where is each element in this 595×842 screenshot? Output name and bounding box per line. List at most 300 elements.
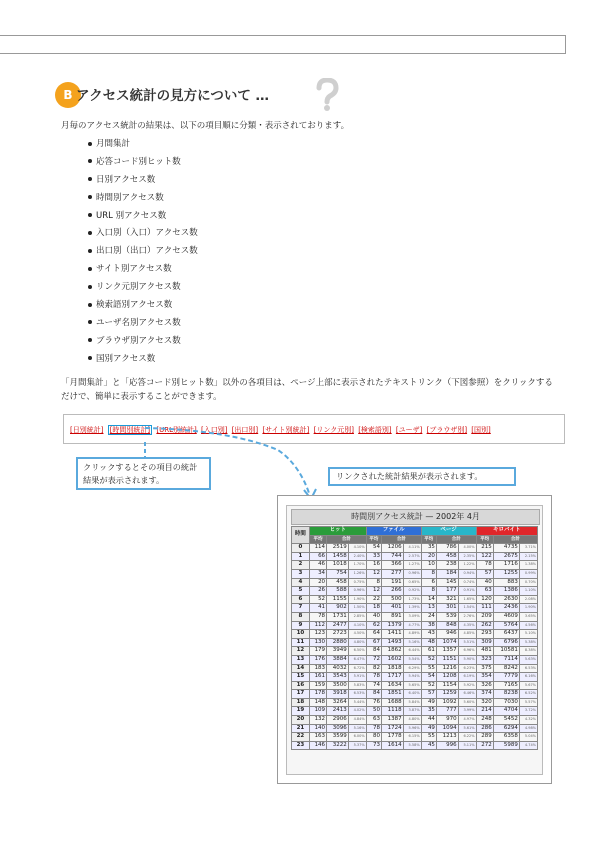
- hour-cell: 17: [292, 690, 310, 699]
- table-cell: 6.53%: [519, 664, 537, 673]
- link-search[interactable]: [検索語別]: [358, 426, 392, 434]
- table-cell: 184: [436, 569, 458, 578]
- table-cell: 1255: [493, 569, 519, 578]
- table-cell: 74: [366, 681, 381, 690]
- table-cell: 55: [421, 733, 436, 742]
- hour-cell: 21: [292, 724, 310, 733]
- table-row: [292, 698, 538, 707]
- table-cell: 6.16%: [519, 673, 537, 682]
- group-file: ファイル: [366, 527, 421, 536]
- table-cell: 3918: [327, 690, 349, 699]
- table-cell: 57: [476, 569, 493, 578]
- table-cell: 0.96%: [403, 569, 421, 578]
- table-cell: 63: [366, 716, 381, 725]
- hour-cell: 23: [292, 741, 310, 750]
- hour-cell: 13: [292, 655, 310, 664]
- table-cell: 4735: [493, 544, 519, 553]
- table-cell: 13: [421, 604, 436, 613]
- table-cell: 6.19%: [458, 673, 476, 682]
- sub-header: 平均: [309, 535, 326, 544]
- list-item: サイト別アクセス数: [88, 261, 198, 279]
- hour-cell: 20: [292, 716, 310, 725]
- table-cell: 3884: [327, 655, 349, 664]
- hour-cell: 14: [292, 664, 310, 673]
- table-cell: 366: [382, 561, 404, 570]
- table-cell: 10: [421, 561, 436, 570]
- table-cell: 6.29%: [403, 664, 421, 673]
- link-daily[interactable]: [日別統計]: [70, 426, 104, 434]
- table-cell: 8238: [493, 690, 519, 699]
- table-cell: 5.96%: [403, 724, 421, 733]
- table-cell: 301: [436, 604, 458, 613]
- explanation-paragraph: 「月間集計」と「応答コード別ヒット数」以外の各項目は、ページ上部に表示されたテキストリンク（下図参照）をクリックするだけで、簡単に表示することができます。: [61, 378, 553, 402]
- table-cell: 2.85%: [348, 612, 366, 621]
- table-cell: 4.02%: [348, 707, 366, 716]
- hour-cell: 6: [292, 595, 310, 604]
- table-cell: 5.83%: [348, 681, 366, 690]
- table-cell: 238: [436, 561, 458, 570]
- table-cell: 34: [309, 569, 326, 578]
- table-cell: 1717: [382, 673, 404, 682]
- table-cell: 2723: [327, 630, 349, 639]
- table-cell: 40: [476, 578, 493, 587]
- table-cell: 161: [309, 673, 326, 682]
- table-cell: 35: [421, 544, 436, 553]
- table-cell: 4.10%: [348, 544, 366, 553]
- table-cell: 1.38%: [519, 561, 537, 570]
- table-cell: 3264: [327, 698, 349, 707]
- table-cell: 6.52%: [519, 690, 537, 699]
- table-cell: 146: [309, 741, 326, 750]
- table-cell: 73: [366, 741, 381, 750]
- table-cell: 1731: [327, 612, 349, 621]
- list-item: ユーザ名別アクセス数: [88, 315, 198, 333]
- table-cell: 4.11%: [403, 544, 421, 553]
- table-cell: 2.08%: [519, 595, 537, 604]
- table-cell: 539: [436, 612, 458, 621]
- table-cell: 266: [382, 587, 404, 596]
- result-callout: リンクされた統計結果が表示されます。: [328, 467, 516, 486]
- table-cell: 1.90%: [519, 604, 537, 613]
- table-cell: 5.11%: [458, 741, 476, 750]
- table-cell: 33: [366, 552, 381, 561]
- table-cell: 1.27%: [403, 561, 421, 570]
- table-cell: 132: [309, 716, 326, 725]
- bullet-icon: [88, 249, 92, 253]
- table-cell: 122: [476, 552, 493, 561]
- table-cell: 970: [436, 716, 458, 725]
- question-mark-icon: [312, 78, 342, 112]
- link-country[interactable]: [国別]: [471, 426, 491, 434]
- table-cell: 6.50%: [348, 647, 366, 656]
- table-cell: 5.65%: [403, 681, 421, 690]
- table-cell: 588: [327, 587, 349, 596]
- table-row: [292, 673, 538, 682]
- table-cell: 78: [309, 612, 326, 621]
- table-cell: 4.32%: [519, 716, 537, 725]
- table-cell: 5.60%: [458, 698, 476, 707]
- click-callout: クリックするとその項目の統計結果が表示されます。: [76, 457, 211, 490]
- list-item: リンク元別アクセス数: [88, 279, 198, 297]
- table-cell: 1155: [327, 595, 349, 604]
- table-cell: 5.04%: [519, 733, 537, 742]
- table-cell: 35: [421, 707, 436, 716]
- table-cell: 44: [421, 716, 436, 725]
- table-cell: 183: [309, 664, 326, 673]
- table-row: [292, 552, 538, 561]
- link-user[interactable]: [ユーザ]: [395, 426, 423, 434]
- link-exit[interactable]: [出口別]: [231, 426, 259, 434]
- hour-cell: 4: [292, 578, 310, 587]
- table-cell: 4.74%: [519, 741, 537, 750]
- table-cell: 3.65%: [519, 612, 537, 621]
- table-cell: 401: [382, 604, 404, 613]
- table-cell: 7779: [493, 673, 519, 682]
- table-cell: 6.15%: [403, 733, 421, 742]
- table-cell: 130: [309, 638, 326, 647]
- table-cell: 286: [476, 724, 493, 733]
- table-cell: 4.56%: [519, 621, 537, 630]
- table-cell: 2.57%: [403, 552, 421, 561]
- table-cell: 2675: [493, 552, 519, 561]
- table-cell: 248: [476, 716, 493, 725]
- table-cell: 112: [309, 621, 326, 630]
- top-frame-bar: [0, 35, 566, 54]
- list-item: 検索語別アクセス数: [88, 297, 198, 315]
- hour-cell: 9: [292, 621, 310, 630]
- list-item: ブラウザ別アクセス数: [88, 333, 198, 351]
- table-cell: 5.16%: [348, 724, 366, 733]
- table-cell: 5.57%: [519, 698, 537, 707]
- table-cell: 5.16%: [403, 638, 421, 647]
- table-cell: 1411: [382, 630, 404, 639]
- group-kb: キロバイト: [476, 527, 537, 536]
- stats-title: 時間別アクセス統計 — 2002年 4月: [291, 509, 540, 525]
- table-row: [292, 664, 538, 673]
- table-cell: 4.50%: [348, 630, 366, 639]
- table-cell: 24: [421, 612, 436, 621]
- table-cell: 2.76%: [458, 612, 476, 621]
- table-cell: 6.47%: [348, 655, 366, 664]
- table-cell: 2630: [493, 595, 519, 604]
- table-cell: 8: [366, 578, 381, 587]
- table-cell: 67: [366, 638, 381, 647]
- table-cell: 114: [309, 544, 326, 553]
- table-cell: 1.54%: [458, 604, 476, 613]
- table-cell: 786: [436, 544, 458, 553]
- table-cell: 4.80%: [403, 716, 421, 725]
- table-cell: 1.73%: [403, 595, 421, 604]
- hour-header: 時間: [292, 527, 310, 544]
- table-cell: 1688: [382, 698, 404, 707]
- table-cell: 289: [476, 733, 493, 742]
- table-cell: 1724: [382, 724, 404, 733]
- table-cell: 5.63%: [519, 655, 537, 664]
- table-cell: 1458: [327, 552, 349, 561]
- table-cell: 82: [366, 664, 381, 673]
- bullet-icon: [88, 303, 92, 307]
- table-cell: 4.98%: [519, 724, 537, 733]
- hour-cell: 2: [292, 561, 310, 570]
- hour-cell: 5: [292, 587, 310, 596]
- table-cell: 1.65%: [458, 595, 476, 604]
- table-cell: 64: [366, 630, 381, 639]
- table-cell: 66: [309, 552, 326, 561]
- table-cell: 50: [366, 707, 381, 716]
- table-cell: 1.70%: [348, 561, 366, 570]
- sub-header: 合計: [382, 535, 422, 544]
- table-cell: 1216: [436, 664, 458, 673]
- table-cell: 2436: [493, 604, 519, 613]
- table-cell: 326: [476, 681, 493, 690]
- table-cell: 6: [421, 578, 436, 587]
- table-cell: 57: [421, 690, 436, 699]
- hour-cell: 10: [292, 630, 310, 639]
- link-site[interactable]: [サイト別統計]: [262, 426, 310, 434]
- table-cell: 3543: [327, 673, 349, 682]
- table-cell: 8242: [493, 664, 519, 673]
- table-cell: 54: [421, 673, 436, 682]
- sub-header: 平均: [366, 535, 381, 544]
- link-entry[interactable]: [入口別]: [201, 426, 228, 434]
- table-cell: 179: [309, 647, 326, 656]
- table-row: [292, 569, 538, 578]
- table-cell: 293: [476, 630, 493, 639]
- hour-cell: 19: [292, 707, 310, 716]
- table-cell: 3.09%: [403, 612, 421, 621]
- hour-cell: 11: [292, 638, 310, 647]
- table-cell: 0.75%: [348, 578, 366, 587]
- table-cell: 148: [309, 698, 326, 707]
- table-cell: 49: [421, 724, 436, 733]
- table-cell: 62: [366, 621, 381, 630]
- link-url[interactable]: [URL別統計]: [156, 426, 197, 434]
- list-item: 時間別アクセス数: [88, 190, 198, 208]
- table-row: [292, 587, 538, 596]
- table-cell: 1118: [382, 707, 404, 716]
- category-list: [88, 136, 198, 369]
- list-item: 国別アクセス数: [88, 351, 198, 369]
- table-cell: 6.53%: [348, 690, 366, 699]
- table-cell: 1778: [382, 733, 404, 742]
- table-cell: 5.54%: [403, 655, 421, 664]
- table-cell: 78: [476, 561, 493, 570]
- group-page: ページ: [421, 527, 476, 536]
- table-cell: 6.96%: [458, 647, 476, 656]
- hour-cell: 12: [292, 647, 310, 656]
- table-cell: 1.50%: [348, 604, 366, 613]
- table-cell: 3599: [327, 733, 349, 742]
- hour-cell: 3: [292, 569, 310, 578]
- sub-header: 合計: [327, 535, 367, 544]
- table-cell: 4704: [493, 707, 519, 716]
- table-row: [292, 655, 538, 664]
- table-cell: 52: [421, 655, 436, 664]
- table-cell: 6.44%: [403, 647, 421, 656]
- hour-cell: 15: [292, 673, 310, 682]
- table-cell: 45: [421, 741, 436, 750]
- link-referrer[interactable]: [リンク元別]: [313, 426, 354, 434]
- table-cell: 320: [476, 698, 493, 707]
- hour-cell: 0: [292, 544, 310, 553]
- table-cell: 1.39%: [403, 604, 421, 613]
- table-cell: 14: [421, 595, 436, 604]
- table-cell: 78: [366, 724, 381, 733]
- table-cell: 6796: [493, 638, 519, 647]
- table-cell: 43: [421, 630, 436, 639]
- intro-text: 月毎のアクセス統計の結果は、以下の項目順に分類・表示されております。: [61, 121, 350, 131]
- table-cell: 6.40%: [403, 690, 421, 699]
- table-cell: 375: [476, 664, 493, 673]
- table-cell: 1379: [382, 621, 404, 630]
- list-item: 応答コード別ヒット数: [88, 154, 198, 172]
- bullet-icon: [88, 142, 92, 146]
- table-cell: 3096: [327, 724, 349, 733]
- table-cell: 176: [309, 655, 326, 664]
- table-cell: 2.40%: [348, 552, 366, 561]
- table-cell: 0.96%: [348, 587, 366, 596]
- bullet-icon: [88, 320, 92, 324]
- table-cell: 2.15%: [519, 552, 537, 561]
- table-cell: 109: [309, 707, 326, 716]
- section-badge: B: [55, 82, 81, 108]
- table-cell: 500: [382, 595, 404, 604]
- table-cell: 20: [421, 552, 436, 561]
- table-cell: 0.94%: [458, 569, 476, 578]
- section-header: [55, 80, 355, 112]
- table-cell: 4609: [493, 612, 519, 621]
- table-cell: 4.97%: [458, 716, 476, 725]
- table-cell: 20: [309, 578, 326, 587]
- bullet-icon: [88, 177, 92, 181]
- sub-header: 平均: [476, 535, 493, 544]
- table-cell: 80: [366, 733, 381, 742]
- table-cell: 111: [476, 604, 493, 613]
- table-cell: 0.65%: [403, 578, 421, 587]
- sub-header: 合計: [493, 535, 537, 544]
- table-cell: 1716: [493, 561, 519, 570]
- table-cell: 946: [436, 630, 458, 639]
- table-cell: 163: [309, 733, 326, 742]
- bullet-icon: [88, 231, 92, 235]
- section-title: アクセス統計の見方について …: [76, 88, 270, 104]
- table-cell: 1213: [436, 733, 458, 742]
- table-cell: 63: [476, 587, 493, 596]
- table-cell: 214: [476, 707, 493, 716]
- table-cell: 76: [366, 698, 381, 707]
- table-cell: 5.61%: [458, 724, 476, 733]
- table-cell: 1.90%: [348, 595, 366, 604]
- table-cell: 54: [366, 544, 381, 553]
- table-cell: 1386: [493, 587, 519, 596]
- table-row: [292, 630, 538, 639]
- table-cell: 145: [436, 578, 458, 587]
- table-cell: 215: [476, 544, 493, 553]
- table-cell: 4.10%: [348, 621, 366, 630]
- table-cell: 5.44%: [348, 698, 366, 707]
- table-cell: 55: [421, 664, 436, 673]
- table-row: [292, 561, 538, 570]
- sub-header: 合計: [436, 535, 476, 544]
- table-cell: 0.92%: [403, 587, 421, 596]
- table-cell: 49: [421, 698, 436, 707]
- table-cell: 277: [382, 569, 404, 578]
- table-cell: 0.99%: [519, 569, 537, 578]
- hour-cell: 16: [292, 681, 310, 690]
- table-cell: 5.67%: [519, 681, 537, 690]
- link-browser[interactable]: [ブラウザ別]: [426, 426, 468, 434]
- table-cell: 61: [421, 647, 436, 656]
- table-cell: 159: [309, 681, 326, 690]
- table-cell: 4.84%: [348, 716, 366, 725]
- table-cell: 4032: [327, 664, 349, 673]
- table-cell: 38: [421, 621, 436, 630]
- table-cell: 1614: [382, 741, 404, 750]
- table-cell: 1.10%: [519, 587, 537, 596]
- hour-cell: 8: [292, 612, 310, 621]
- table-cell: 1387: [382, 716, 404, 725]
- table-cell: 309: [476, 638, 493, 647]
- table-cell: 5989: [493, 741, 519, 750]
- table-cell: 0.91%: [458, 587, 476, 596]
- table-row: [292, 612, 538, 621]
- table-cell: 191: [382, 578, 404, 587]
- table-cell: 458: [436, 552, 458, 561]
- table-cell: 4.89%: [403, 630, 421, 639]
- table-cell: 848: [436, 621, 458, 630]
- table-cell: 46: [309, 561, 326, 570]
- table-cell: 5.90%: [458, 655, 476, 664]
- table-cell: 354: [476, 673, 493, 682]
- hour-cell: 7: [292, 604, 310, 613]
- table-cell: 16: [366, 561, 381, 570]
- table-cell: 4.80%: [348, 638, 366, 647]
- table-cell: 3.72%: [519, 707, 537, 716]
- table-cell: 26: [309, 587, 326, 596]
- table-cell: 4.00%: [458, 544, 476, 553]
- stats-link-bar: [63, 414, 565, 444]
- table-row: [292, 681, 538, 690]
- table-row: [292, 733, 538, 742]
- bullet-icon: [88, 285, 92, 289]
- table-cell: 120: [476, 595, 493, 604]
- table-cell: 140: [309, 724, 326, 733]
- table-cell: 48: [421, 638, 436, 647]
- bullet-icon: [88, 267, 92, 271]
- table-cell: 1.22%: [458, 561, 476, 570]
- link-hourly[interactable]: [時間別統計]: [109, 426, 151, 434]
- table-row: [292, 578, 538, 587]
- table-cell: 272: [476, 741, 493, 750]
- table-cell: 84: [366, 647, 381, 656]
- table-cell: 5.10%: [519, 630, 537, 639]
- table-cell: 891: [382, 612, 404, 621]
- table-cell: 883: [493, 578, 519, 587]
- table-cell: 323: [476, 655, 493, 664]
- bullet-icon: [88, 195, 92, 199]
- table-cell: 12: [366, 569, 381, 578]
- table-cell: 209: [476, 612, 493, 621]
- stats-screenshot: [277, 495, 552, 784]
- table-cell: 7114: [493, 655, 519, 664]
- table-cell: 3222: [327, 741, 349, 750]
- table-cell: 2477: [327, 621, 349, 630]
- table-row: [292, 638, 538, 647]
- table-cell: 5.94%: [403, 673, 421, 682]
- table-cell: 6.46%: [458, 690, 476, 699]
- table-cell: 2413: [327, 707, 349, 716]
- table-cell: 78: [366, 673, 381, 682]
